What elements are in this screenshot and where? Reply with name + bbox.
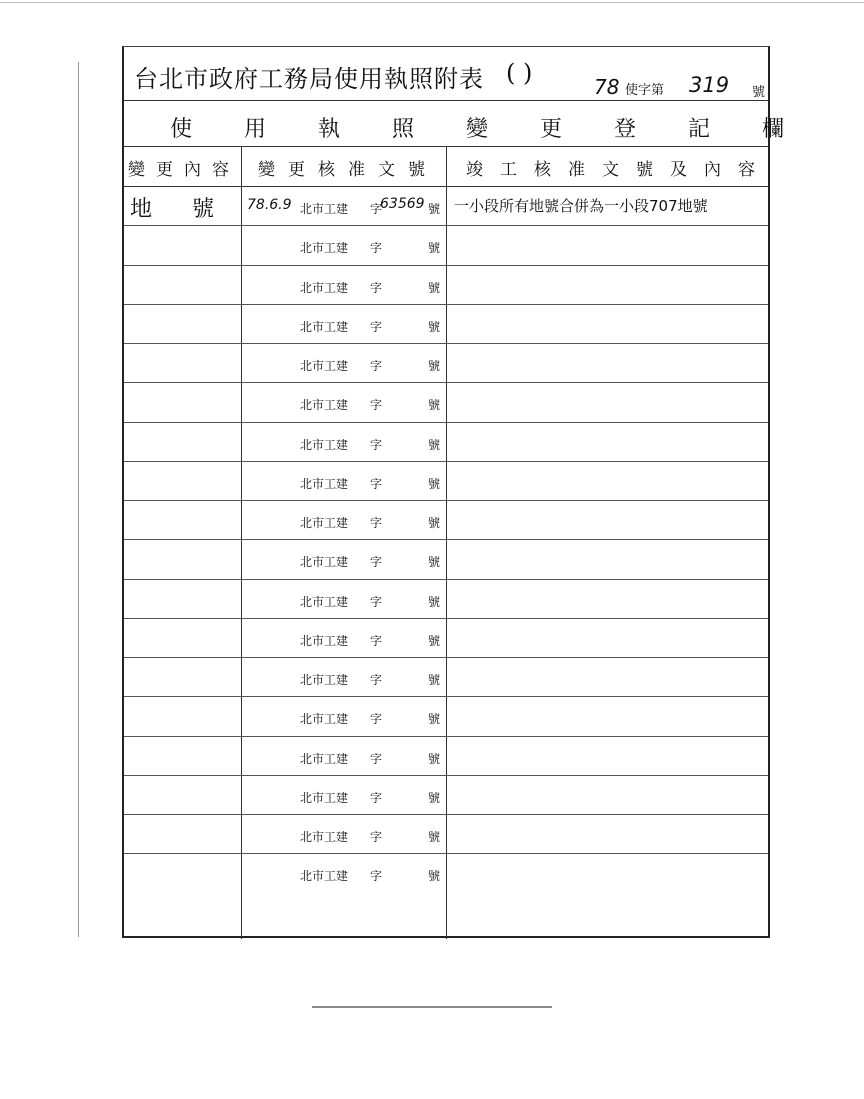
title-row: [124, 47, 768, 101]
approval-char-label: 字: [370, 516, 383, 530]
table-row: [124, 501, 768, 540]
approval-office-label: 北市工建: [300, 319, 349, 334]
approval-office-label: 北市工建: [300, 280, 349, 295]
approval-office-label: 北市工建: [300, 633, 349, 648]
approval-char-label: 字: [370, 319, 383, 334]
approval-number-label: 號: [428, 633, 441, 648]
column-header-change-content: 變更內容: [128, 160, 240, 180]
table-row: [124, 226, 768, 265]
approval-char-label: 字: [370, 673, 383, 687]
approval-char-label: 字: [370, 476, 383, 491]
approval-char-label: 字: [370, 790, 383, 805]
approval-office-label: 北市工建: [300, 437, 349, 452]
approval-char-label: 字: [370, 830, 383, 844]
table-row: [124, 697, 768, 736]
approval-office-label: 北市工建: [300, 555, 349, 570]
section-heading-row: [124, 101, 837, 147]
table-row: [124, 187, 768, 226]
approval-number-label: 號: [428, 869, 441, 884]
approval-char-label: 字: [370, 359, 383, 373]
approval-number-label: 號: [428, 241, 441, 256]
table-row: [124, 737, 768, 776]
approval-office-label: 北市工建: [300, 712, 349, 727]
approval-number-label: 號: [428, 790, 441, 805]
completion-content-cell: 一小段所有地號合併為一小段707地號: [454, 197, 708, 215]
table-row: [124, 776, 768, 815]
scan-bottom-line: [312, 1006, 552, 1008]
approval-office-label: 北市工建: [300, 751, 349, 766]
permit-annex-form: [122, 46, 837, 938]
column-header-change-approval: 變更核准文號: [258, 160, 438, 180]
table-row: [124, 305, 768, 344]
approval-number-label: 號: [428, 594, 441, 609]
table-row: [124, 383, 768, 422]
approval-number-label: 號: [428, 555, 441, 570]
table-row: [124, 344, 768, 383]
table-row: [124, 854, 768, 893]
approval-number-label: 號: [428, 202, 441, 216]
approval-office-label: 北市工建: [300, 241, 349, 256]
section-heading: 使用執照變更登記欄: [170, 117, 837, 142]
approval-date: 78.6.9: [247, 197, 292, 213]
table-row: [124, 540, 768, 579]
table-row: [124, 462, 768, 501]
approval-number-label: 號: [428, 437, 441, 452]
approval-number-label: 號: [428, 398, 441, 413]
approval-number-label: 號: [428, 516, 441, 530]
scan-margin-line: [78, 62, 79, 937]
approval-number-label: 號: [428, 476, 441, 491]
table-row: [124, 658, 768, 697]
approval-number-label: 號: [428, 359, 441, 373]
approval-office-label: 北市工建: [300, 398, 349, 413]
table-row: [124, 815, 768, 854]
form-title: 台北市政府工務局使用執照附表: [134, 65, 484, 93]
approval-office-label: 北市工建: [300, 202, 349, 216]
column-header-completion-approval: 竣工核准文號及內容: [466, 160, 772, 180]
approval-office-label: 北市工建: [300, 476, 349, 491]
approval-office-label: 北市工建: [300, 830, 349, 844]
approval-char-label: 字: [370, 241, 383, 256]
table-row: [124, 580, 768, 619]
approval-office-label: 北市工建: [300, 869, 349, 884]
approval-office-label: 北市工建: [300, 359, 349, 373]
scan-top-line: [0, 2, 864, 3]
permit-year: 78: [594, 75, 620, 99]
approval-char-label: 字: [370, 712, 383, 727]
permit-type: 使字第: [625, 83, 665, 98]
approval-char-label: 字: [370, 437, 383, 452]
change-content-cell: 地號: [130, 197, 255, 222]
approval-office-label: 北市工建: [300, 673, 349, 687]
permit-number: 319: [689, 73, 730, 97]
table-row: [124, 423, 768, 462]
approval-char-label: 字: [370, 280, 383, 295]
approval-office-label: 北市工建: [300, 516, 349, 530]
change-record-rows: [124, 187, 768, 894]
table-row: [124, 619, 768, 658]
approval-number-label: 號: [428, 712, 441, 727]
approval-office-label: 北市工建: [300, 790, 349, 805]
approval-number-label: 號: [428, 280, 441, 295]
approval-office-label: 北市工建: [300, 594, 349, 609]
approval-number-label: 號: [428, 673, 441, 687]
approval-char-label: 字: [370, 751, 383, 766]
permit-suffix: 號: [752, 85, 766, 100]
approval-number-label: 號: [428, 830, 441, 844]
approval-number-label: 號: [428, 319, 441, 334]
approval-char-label: 字: [370, 398, 383, 413]
approval-doc-number: 63569: [380, 196, 425, 212]
approval-char-label: 字: [370, 633, 383, 648]
approval-char-label: 字: [370, 869, 383, 884]
approval-number-label: 號: [428, 751, 441, 766]
title-parenthesis: ( ): [506, 59, 533, 87]
approval-char-label: 字: [370, 594, 383, 609]
table-row: [124, 266, 768, 305]
approval-char-label: 字: [370, 202, 383, 216]
approval-char-label: 字: [370, 555, 383, 570]
